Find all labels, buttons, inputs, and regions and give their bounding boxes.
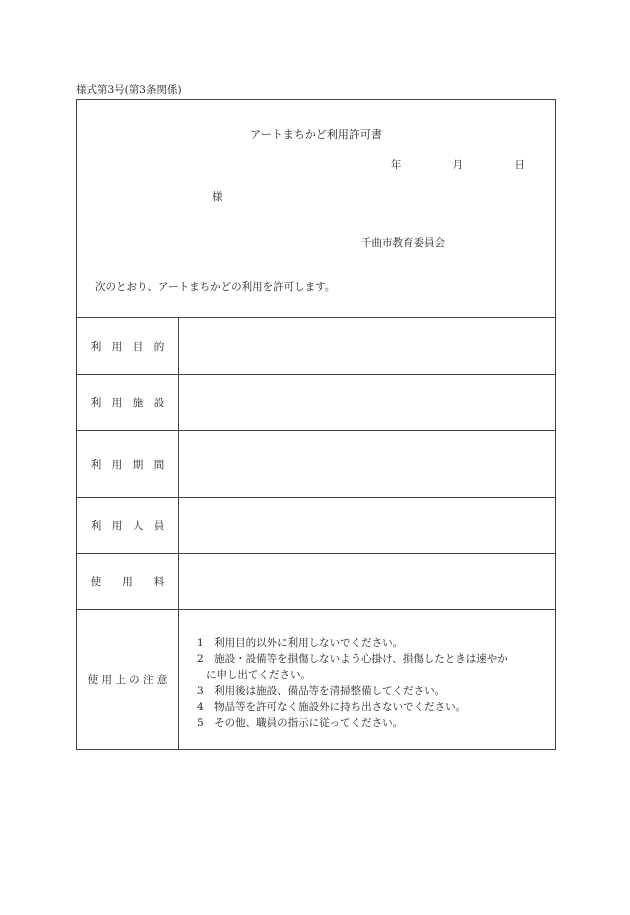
permit-header [77,100,555,318]
note-item: 2 施設・設備等を損傷しないよう心掛け、損傷したときは速やか [197,653,508,665]
row-attendees [77,498,555,554]
row-label: 利 用 施 設 [77,375,179,430]
day-label: 日 [514,159,525,171]
row-label: 利 用 目 的 [77,318,179,374]
row-label: 利 用 人 員 [77,498,179,553]
row-value [179,375,555,430]
document-title: アートまちかど利用許可書 [250,128,382,141]
date-line [391,157,525,172]
row-fee [77,554,555,610]
note-item: 3 利用後は施設、備品等を清掃整備してください。 [197,685,446,697]
row-label: 使 用 上 の 注 意 [77,610,179,749]
row-period [77,431,555,498]
permit-statement: 次のとおり、アートまちかどの利用を許可します。 [95,281,336,293]
row-facility [77,375,555,431]
note-item: 5 その他、職員の指示に従ってください。 [197,717,404,729]
usage-notes [197,635,555,731]
form-number: 様式第3号(第3条関係) [76,84,182,96]
notes-cell [179,610,555,749]
row-value [179,498,555,553]
row-notes [77,610,555,749]
note-item: 1 利用目的以外に利用しないでください。 [197,637,404,649]
row-purpose [77,318,555,375]
note-item: 4 物品等を許可なく施設外に持ち出さないでください。 [197,701,467,713]
row-label: 利 用 期 間 [77,431,179,497]
row-label: 使 用 料 [77,554,179,609]
year-label: 年 [390,159,402,171]
row-value [179,554,555,609]
issuer-name: 千曲市教育委員会 [361,237,445,249]
addressee-suffix: 様 [212,191,223,203]
month-label: 月 [452,159,464,171]
permit-form [76,99,556,750]
row-value [179,431,555,497]
row-value [179,318,555,374]
note-item: に申し出てください。 [206,669,311,681]
